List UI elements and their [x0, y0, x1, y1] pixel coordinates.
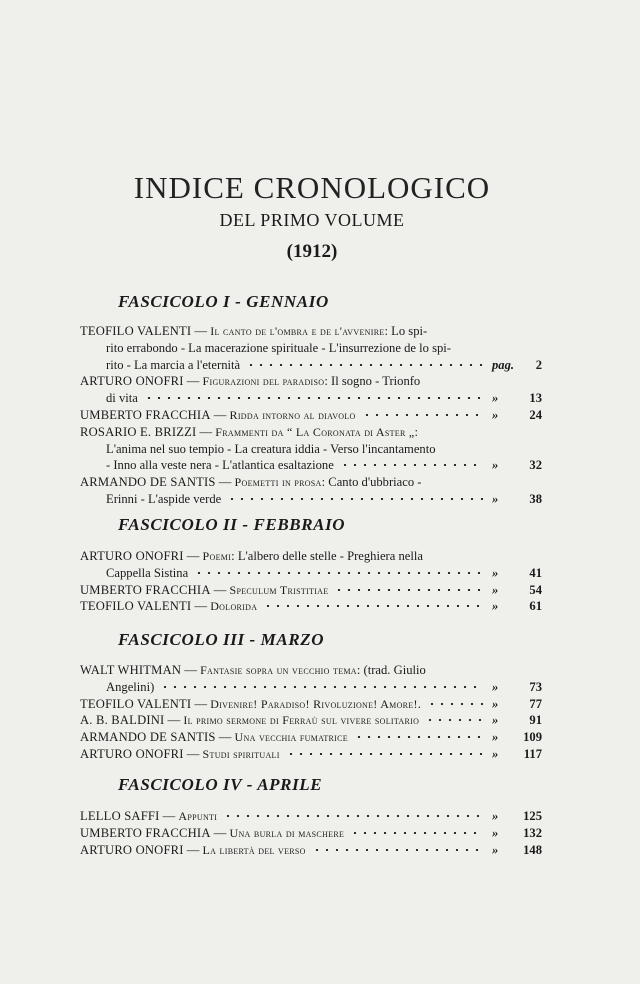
- index-line: [80, 662, 540, 679]
- entry-text: Cappella Sistina: [106, 565, 189, 580]
- entry-title: Poemi: [202, 549, 232, 563]
- page-number: 38: [529, 491, 542, 506]
- line-text: [106, 492, 221, 506]
- entry-text: Angelini): [106, 679, 155, 694]
- volume-year: (1912): [286, 241, 338, 262]
- entry-text: Erinni - L'aspide verde: [106, 491, 222, 506]
- entry-text: di vita: [106, 391, 138, 406]
- entry-separator: —: [183, 374, 203, 389]
- index-line: [80, 696, 540, 713]
- dot-leader: [223, 815, 484, 817]
- index-line: [80, 340, 540, 357]
- index-line: [80, 441, 540, 458]
- line-text: [80, 713, 419, 727]
- line-text: [80, 663, 426, 677]
- entry-author: ROSARIO E. BRIZZI: [80, 424, 197, 439]
- page-mark: »: [492, 730, 499, 745]
- entry-text: : Canto d'ubbriaco -: [321, 475, 422, 490]
- entry-author: TEOFILO VALENTI: [80, 599, 192, 614]
- page-mark: »: [492, 679, 499, 694]
- index-line: [80, 491, 540, 508]
- section-heading: FASCICOLO IV - APRILE: [118, 775, 323, 794]
- dot-leader: [160, 686, 484, 688]
- entry-separator: —: [164, 713, 184, 728]
- index-line: [80, 746, 540, 763]
- entry-title: Studi spirituali: [202, 746, 280, 761]
- entry-text: :: [414, 424, 419, 439]
- index-line: [80, 842, 540, 859]
- entry-title: Figurazioni del paradiso: [202, 374, 325, 389]
- entry-text: : (trad. Giulio: [356, 663, 426, 677]
- dot-leader: [334, 589, 484, 591]
- page-number: 32: [529, 458, 542, 473]
- line-text: [80, 475, 422, 489]
- entry-separator: —: [159, 809, 179, 823]
- entry-title: Appunti: [178, 809, 218, 823]
- index-line: [80, 825, 540, 842]
- entry-author: ARTURO ONOFRI: [80, 842, 184, 857]
- index-line: [80, 582, 540, 599]
- entry-title: Il primo sermone di Ferraù sul vivere solitario: [183, 713, 420, 728]
- entry-text: - Inno alla veste nera - L'atlantica esaltazione: [106, 458, 334, 473]
- entry-separator: —: [191, 696, 211, 711]
- page-mark: »: [492, 809, 499, 823]
- entry-title: Una burla di maschere: [229, 825, 345, 840]
- entry-text: : L'albero delle stelle - Preghiera nella: [231, 549, 423, 563]
- entry-title: Il canto de l'ombra e de l'avvenire: [210, 324, 385, 338]
- entry-list: [80, 662, 540, 763]
- line-text: [80, 324, 427, 338]
- page-mark: »: [492, 696, 499, 711]
- index-line: [80, 679, 540, 696]
- entry-list: [80, 808, 540, 858]
- page-number: 54: [529, 582, 542, 597]
- entry-text: rito errabondo - La macerazione spirituale - L'insurrezione de lo spi-: [106, 340, 451, 355]
- page-number: 2: [535, 357, 542, 372]
- line-text: [106, 680, 154, 694]
- line-text: [80, 549, 423, 563]
- page-subtitle: DEL PRIMO VOLUME: [219, 210, 405, 230]
- entry-text: : Lo spi-: [384, 324, 428, 338]
- line-text: [80, 809, 217, 823]
- page-mark: »: [492, 713, 499, 728]
- section-heading: FASCICOLO III - MARZO: [118, 630, 325, 649]
- index-line: [80, 357, 540, 374]
- line-text: [80, 583, 328, 597]
- entry-author: UMBERTO FRACCHIA: [80, 407, 211, 422]
- line-text: [106, 391, 138, 405]
- section-heading: FASCICOLO I - GENNAIO: [118, 292, 329, 311]
- entry-separator: —: [191, 599, 211, 614]
- line-text: [106, 458, 334, 472]
- line-text: [80, 697, 421, 711]
- page-number: 117: [523, 746, 542, 761]
- entry-list: [80, 548, 540, 615]
- page-mark: pag.: [492, 357, 515, 372]
- entry-author: ARMANDO DE SANTIS: [80, 730, 216, 745]
- page-mark: »: [492, 458, 499, 473]
- index-line: [80, 323, 540, 340]
- entry-author: ARTURO ONOFRI: [80, 549, 184, 563]
- entry-author: ARMANDO DE SANTIS: [80, 475, 216, 490]
- page-mark: »: [492, 407, 499, 422]
- page-number: 77: [529, 696, 542, 711]
- page-number: 148: [523, 842, 542, 857]
- entry-separator: —: [210, 582, 230, 597]
- dot-leader: [425, 719, 484, 721]
- dot-leader: [427, 703, 484, 705]
- entry-text: .: [417, 696, 421, 711]
- page-mark: »: [492, 582, 499, 597]
- line-text: [106, 442, 436, 456]
- index-line: [80, 457, 540, 474]
- entry-separator: —: [183, 842, 203, 857]
- index-line: [80, 548, 540, 565]
- page-mark: »: [492, 825, 499, 840]
- entry-list: [80, 323, 540, 508]
- page-number: 61: [529, 599, 542, 614]
- dot-leader: [246, 364, 484, 366]
- line-text: [80, 730, 348, 744]
- dot-leader: [350, 832, 484, 834]
- entry-author: ARTURO ONOFRI: [80, 374, 184, 389]
- page-mark: »: [492, 746, 499, 761]
- entry-separator: —: [191, 324, 211, 338]
- index-line: [80, 598, 540, 615]
- line-text: [80, 599, 257, 613]
- entry-separator: —: [210, 407, 230, 422]
- page-number: 132: [523, 825, 542, 840]
- page-mark: »: [492, 565, 499, 580]
- page-number: 91: [529, 713, 542, 728]
- entry-author: UMBERTO FRACCHIA: [80, 582, 211, 597]
- entry-title: Fantasie sopra un vecchio tema: [200, 663, 357, 677]
- dot-leader: [354, 736, 484, 738]
- entry-text: : Il sogno - Trionfo: [324, 374, 421, 389]
- entry-author: LELLO SAFFI: [80, 809, 160, 823]
- dot-leader: [263, 605, 484, 607]
- entry-title: Ridda intorno al diavolo: [229, 407, 356, 422]
- entry-separator: —: [215, 475, 235, 490]
- entry-title: Speculum Tristitiae: [229, 582, 329, 597]
- index-line: [80, 808, 540, 825]
- entry-author: ARTURO ONOFRI: [80, 746, 184, 761]
- entry-separator: —: [196, 424, 216, 439]
- dot-leader: [144, 397, 484, 399]
- page-number: 109: [523, 730, 542, 745]
- entry-author: UMBERTO FRACCHIA: [80, 825, 211, 840]
- page-number: 24: [529, 407, 542, 422]
- entry-title: Divenire! Paradiso! Rivoluzione! Amore!: [210, 696, 418, 711]
- dot-leader: [286, 753, 484, 755]
- page-mark: »: [492, 599, 499, 614]
- line-text: [80, 425, 418, 439]
- dot-leader: [194, 572, 484, 574]
- entry-title: La libertà del verso: [202, 842, 306, 857]
- index-line: [80, 407, 540, 424]
- entry-author: A. B. BALDINI: [80, 713, 165, 728]
- page-number: 41: [529, 565, 542, 580]
- entry-title: Poemetti in prosa: [234, 475, 322, 490]
- page-number: 125: [523, 809, 542, 823]
- line-text: [106, 341, 451, 355]
- entry-text: rito - La marcia a l'eternità: [106, 357, 241, 372]
- entry-separator: —: [181, 663, 201, 677]
- page-mark: »: [492, 842, 499, 857]
- entry-title: Una vecchia fumatrice: [234, 730, 348, 745]
- line-text: [80, 374, 420, 388]
- entry-separator: —: [210, 825, 230, 840]
- entry-separator: —: [183, 549, 203, 563]
- index-line: [80, 729, 540, 746]
- dot-leader: [312, 849, 484, 851]
- page-mark: »: [492, 491, 499, 506]
- index-line: [80, 712, 540, 729]
- line-text: [80, 747, 280, 761]
- index-line: [80, 390, 540, 407]
- page-title: INDICE CRONOLOGICO: [133, 170, 491, 205]
- index-line: [80, 424, 540, 441]
- entry-title: Frammenti da “ La Coronata di Aster „: [215, 424, 415, 439]
- line-text: [106, 358, 240, 372]
- line-text: [80, 408, 356, 422]
- page-mark: »: [492, 391, 499, 406]
- entry-separator: —: [215, 730, 235, 745]
- index-line: [80, 373, 540, 390]
- dot-leader: [362, 414, 484, 416]
- entry-author: WALT WHITMAN: [80, 663, 182, 677]
- index-line: [80, 474, 540, 491]
- entry-author: TEOFILO VALENTI: [80, 324, 192, 338]
- line-text: [106, 566, 188, 580]
- dot-leader: [227, 498, 484, 500]
- section-heading: FASCICOLO II - FEBBRAIO: [118, 515, 346, 534]
- index-line: [80, 565, 540, 582]
- page-number: 13: [529, 391, 542, 406]
- dot-leader: [340, 464, 484, 466]
- entry-text: L'anima nel suo tempio - La creatura iddia - Verso l'incantamento: [106, 441, 436, 456]
- entry-author: TEOFILO VALENTI: [80, 696, 192, 711]
- entry-separator: —: [183, 746, 203, 761]
- entry-title: Dolorida: [210, 599, 258, 614]
- line-text: [80, 826, 344, 840]
- line-text: [80, 843, 306, 857]
- page-number: 73: [529, 679, 542, 694]
